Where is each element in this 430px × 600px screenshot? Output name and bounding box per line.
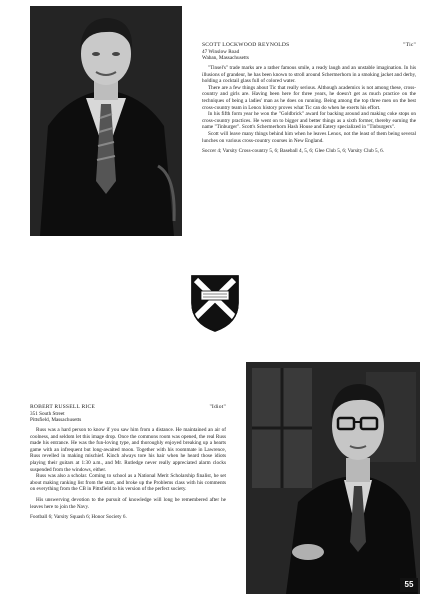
school-crest-icon (189, 273, 241, 333)
page-number: 55 (400, 578, 418, 592)
bio-paragraph: In his fifth form year he won the "Goldbrick" award for backing around and making coke stops on cross-country practices. He went on to bigger and better things as a sixth former, thereby earning the name "Tinburger". Scott's Schermerhorn Hash House and Eatery specialized in "Tinburgers". (202, 111, 416, 131)
bio-paragraph: His unswerving devotion to the pursuit of knowledge will long be remembered after he leaves here to join the Navy. (30, 496, 226, 510)
portrait-photo-rice-image (246, 362, 420, 594)
address-line2-rice: Pittsfield, Massachusetts (30, 416, 82, 423)
nickname-reynolds: "Tic" (403, 42, 416, 48)
bio-paragraph: Scott will leave many things behind him when he leaves Lenox, not the least of them being several lunches on various cross-country courses in New England. (202, 130, 416, 144)
name-row-reynolds (202, 42, 416, 49)
activities-reynolds: Soccer 4; Varsity Cross-country 5, 6; Baseball 4, 5, 6; Glee Club 5, 6; Varsity Club 5, 6. (202, 148, 385, 155)
bio-paragraph: There are a few things about Tic that really serious. Although academics is not among these, cross-country and girls are. Having been here for three years, he doesn't get as much practice on the techniques of being a ladies' man as he does on running. Being among the top three men on the best cross-country team in Lenox history proves what Tic can do when he exerts his effort. (202, 84, 416, 111)
bio-paragraph: Russ was a hard person to know if you saw him from a distance. He maintained an air of coolness, and seldom let this image drop. Once the commons room was opened, the real Russ made his entrance. He was the fun-loving type, and thoroughly enjoyed breaking up a hearts game with an infrequent but long-awaited moon. Together with his roommate in Lawrence, Russ revelled in making mischief. Kinch always tore his hair when he heard those idiots playing their guitars at 1:30 a.m., and Mr. Rutledge never really appreciated alarm clocks suspended from the windows, either. (30, 427, 226, 473)
portrait-photo-reynolds-image (30, 6, 182, 236)
name-row-rice (30, 404, 226, 411)
portrait-photo-reynolds (30, 6, 182, 236)
bio-reynolds (202, 42, 416, 155)
bio-rice (30, 404, 226, 521)
activities-rice: Football 6; Varsity Squash 6; Honor Society 6. (30, 514, 127, 521)
student-name-rice: ROBERT RUSSELL RICE (30, 404, 96, 410)
address-line1-rice: 351 South Street (30, 410, 65, 417)
nickname-rice: "Idiot" (209, 404, 226, 410)
portrait-photo-rice (246, 362, 420, 594)
bio-paragraph: "Tinsel's" trade marks are a rather famous smile, a ready laugh and an unstable imagination. In his illusions of grandeur, he has been known to stroll around Schermerhorn in a smoking jacket and derby, holding a cocktail glass full of colored water. (202, 65, 416, 85)
student-name-reynolds: SCOTT LOCKWOOD REYNOLDS (202, 42, 290, 48)
bio-paragraph: Russ was also a scholar. Coming to school as a National Merit Scholarship finalist, he set about making ranking list from the start, and broke up the Problems class with his comments on everything from the CB in Pittsfield to his version of the perfect society. (30, 473, 226, 493)
address-line2-reynolds: Waban, Massachusetts (202, 54, 249, 61)
address-line1-reynolds: 47 Winslow Road (202, 48, 240, 55)
